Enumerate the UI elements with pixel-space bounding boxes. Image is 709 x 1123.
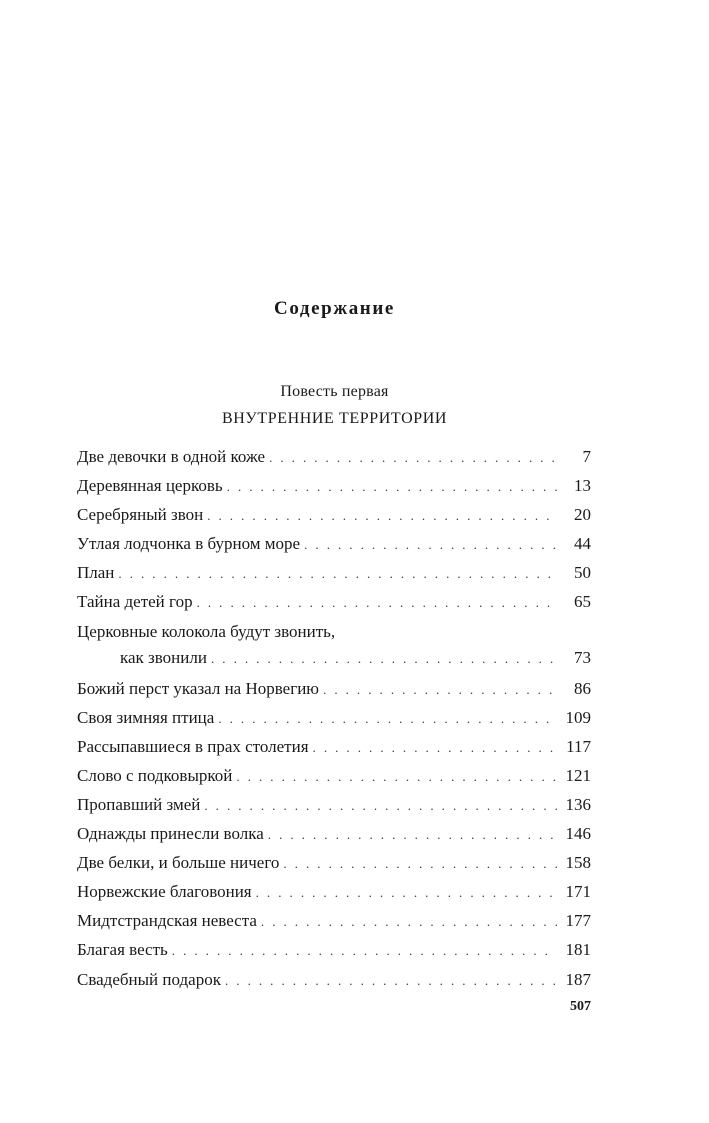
toc-entry — [77, 442, 591, 471]
toc-entry-title: Пропавший змей — [77, 794, 201, 814]
toc-entry-title: Деревянная церковь — [77, 476, 223, 496]
dot-leader — [304, 530, 557, 559]
toc-entry-page: 65 — [574, 592, 591, 612]
toc-entry-page: 171 — [565, 882, 591, 902]
part-title: ВНУТРЕННИЕ ТЕРРИТОРИИ — [221, 410, 448, 427]
toc-entry — [77, 906, 591, 935]
toc-entry — [77, 529, 591, 558]
toc-entry — [77, 790, 591, 819]
table-of-contents — [77, 442, 591, 994]
toc-entry — [77, 877, 591, 906]
toc-entry-page: 177 — [565, 911, 591, 931]
part-label: Повесть первая — [280, 383, 389, 400]
toc-entry-page: 181 — [565, 940, 591, 960]
toc-entry-title: Благая весть — [77, 940, 168, 960]
toc-entry — [77, 819, 591, 848]
dot-leader — [236, 762, 557, 791]
toc-entry-page: 20 — [574, 505, 591, 525]
toc-entry-title: Тайна детей гор — [77, 592, 193, 612]
dot-leader — [172, 936, 557, 965]
toc-entry — [77, 500, 591, 529]
toc-entry-title: Однажды принесли волка — [77, 824, 264, 844]
toc-entry-page: 136 — [565, 794, 591, 814]
toc-entry-page: 7 — [582, 447, 591, 466]
toc-entry-title: Норвежские благовония — [77, 882, 252, 902]
dot-leader — [211, 647, 557, 671]
toc-entry-title: Рассыпавшиеся в прах столетия — [77, 736, 309, 756]
toc-entry-page: 117 — [566, 736, 591, 756]
dot-leader — [256, 878, 557, 907]
toc-entry — [77, 674, 591, 703]
toc-entry-title: План — [77, 563, 115, 583]
toc-entry-title: Божий перст указал на Норвегию — [77, 678, 320, 698]
dot-leader — [227, 472, 557, 501]
toc-entry — [77, 732, 591, 761]
dot-leader — [313, 733, 557, 762]
toc-entry-title: Две девочки в одной коже — [77, 447, 266, 466]
dot-leader — [323, 675, 557, 704]
dot-leader — [261, 907, 557, 936]
toc-entry — [77, 587, 591, 616]
toc-entry-title: Слово с подковыркой — [77, 765, 233, 785]
toc-entry-title: Свадебный подарок — [77, 969, 221, 989]
dot-leader — [218, 704, 557, 733]
toc-entry-page: 73 — [574, 647, 591, 667]
toc-entry — [77, 761, 591, 790]
toc-entry-page: 50 — [574, 563, 591, 583]
toc-entry-page: 86 — [574, 678, 591, 698]
toc-entry — [77, 965, 591, 994]
toc-entry-title-continued: как звонили — [120, 647, 207, 667]
toc-entry-title: Церковные колокола будут звонить, — [77, 621, 336, 641]
dot-leader — [204, 791, 557, 820]
toc-entry-title: Своя зимняя птица — [77, 707, 215, 727]
toc-entry — [77, 558, 591, 587]
toc-entry — [77, 848, 591, 877]
dot-leader — [269, 443, 557, 472]
dot-leader — [207, 501, 557, 530]
toc-entry-title: Две белки, и больше ничего — [77, 853, 280, 873]
toc-entry — [77, 471, 591, 500]
toc-heading: Содержание — [274, 298, 395, 319]
toc-entry-page: 158 — [565, 853, 591, 873]
toc-entry — [77, 935, 591, 964]
toc-entry-continuation — [77, 646, 591, 670]
page-number: 507 — [570, 999, 591, 1014]
toc-entry-page: 146 — [565, 824, 591, 844]
toc-entry-title: Серебряный звон — [77, 505, 204, 525]
toc-entry-page: 109 — [565, 707, 591, 727]
toc-entry — [77, 617, 591, 674]
dot-leader — [283, 849, 557, 878]
toc-entry-page: 44 — [574, 534, 591, 554]
dot-leader — [197, 588, 557, 617]
dot-leader — [225, 966, 557, 995]
toc-entry — [77, 703, 591, 732]
toc-entry-page: 13 — [574, 476, 591, 496]
dot-leader — [118, 559, 557, 588]
dot-leader — [268, 820, 557, 849]
toc-entry-page: 121 — [565, 765, 591, 785]
toc-entry-title: Мидтстрандская невеста — [77, 911, 257, 931]
toc-entry-title: Утлая лодчонка в бурном море — [77, 534, 301, 554]
toc-entry-page: 187 — [565, 969, 591, 989]
